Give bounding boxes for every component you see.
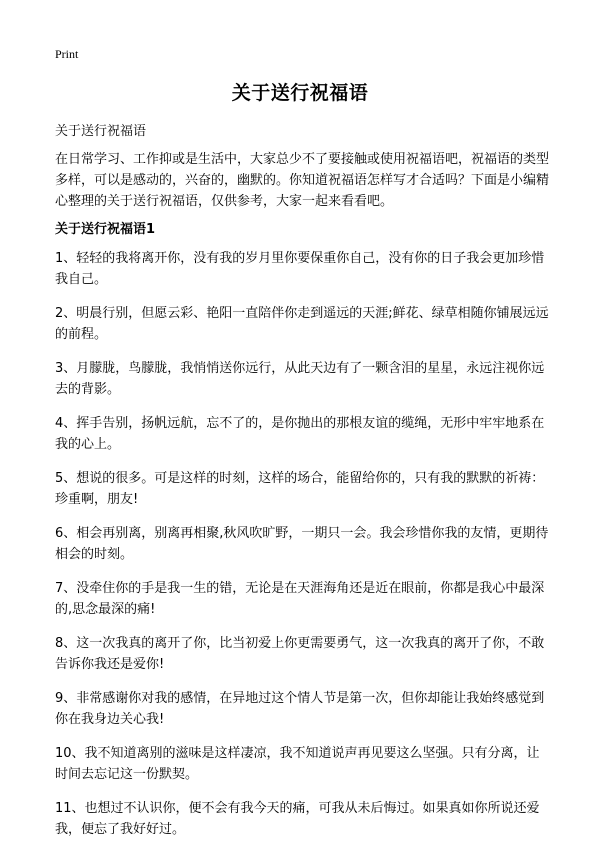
list-item: 2、明晨行别，但愿云彩、艳阳一直陪伴你走到遥远的天涯;鲜花、绿草相随你铺展远远的前程。 [55, 306, 549, 342]
list-item: 4、挥手告别，扬帆远航，忘不了的，是你抛出的那根友谊的缆绳，无形中牢牢地系在我的心上。 [55, 416, 545, 452]
list-item: 10、我不知道离别的滋味是这样凄凉，我不知道说声再见要这么坚强。只有分离，让时间去忘记这一份默契。 [55, 746, 540, 782]
list-item: 3、月朦胧，鸟朦胧，我悄悄送你远行，从此天边有了一颗含泪的星星，永远注视你远去的背影。 [55, 361, 545, 397]
blessing-list [55, 248, 550, 853]
list-item: 1、轻轻的我将离开你，没有我的岁月里你要保重你自己，没有你的日子我会更加珍惜我自己。 [55, 251, 545, 287]
list-item: 5、想说的很多。可是这样的时刻，这样的场合，能留给你的，只有我的默默的祈祷：珍重啊，朋友! [55, 471, 545, 507]
section-heading: 关于送行祝福语1 [55, 222, 156, 237]
list-item: 8、这一次我真的离开了你，比当初爱上你更需要勇气，这一次我真的离开了你，不敢告诉你我还是爱你! [55, 636, 545, 672]
list-item: 7、没牵住你的手是我一生的错，无论是在天涯海角还是近在眼前，你都是我心中最深的,思念最深的痛! [55, 581, 545, 617]
list-item: 9、非常感谢你对我的感情，在异地过这个情人节是第一次，但你却能让我始终感觉到你在我身边关心我! [55, 691, 545, 727]
list-item: 6、相会再别离，别离再相聚,秋风吹旷野，一期只一会。我会珍惜你我的友情，更期待相会的时刻。 [55, 526, 549, 562]
intro-paragraph: 在日常学习、工作抑或是生活中，大家总少不了要接触或使用祝福语吧，祝福语的类型多样，可以是感动的，兴奋的，幽默的。你知道祝福语怎样写才合适吗？下面是小编精心整理的关于送行祝福语，仅供参考，大家一起来看看吧。 [55, 152, 550, 209]
print-link[interactable]: Print [55, 47, 79, 61]
article-subtitle: 关于送行祝福语 [55, 124, 147, 139]
list-item: 11、也想过不认识你，便不会有我今天的痛，可我从未后悔过。如果真如你所说还爱我，便忘了我好好过。 [55, 801, 540, 837]
page-title: 关于送行祝福语 [231, 82, 369, 104]
